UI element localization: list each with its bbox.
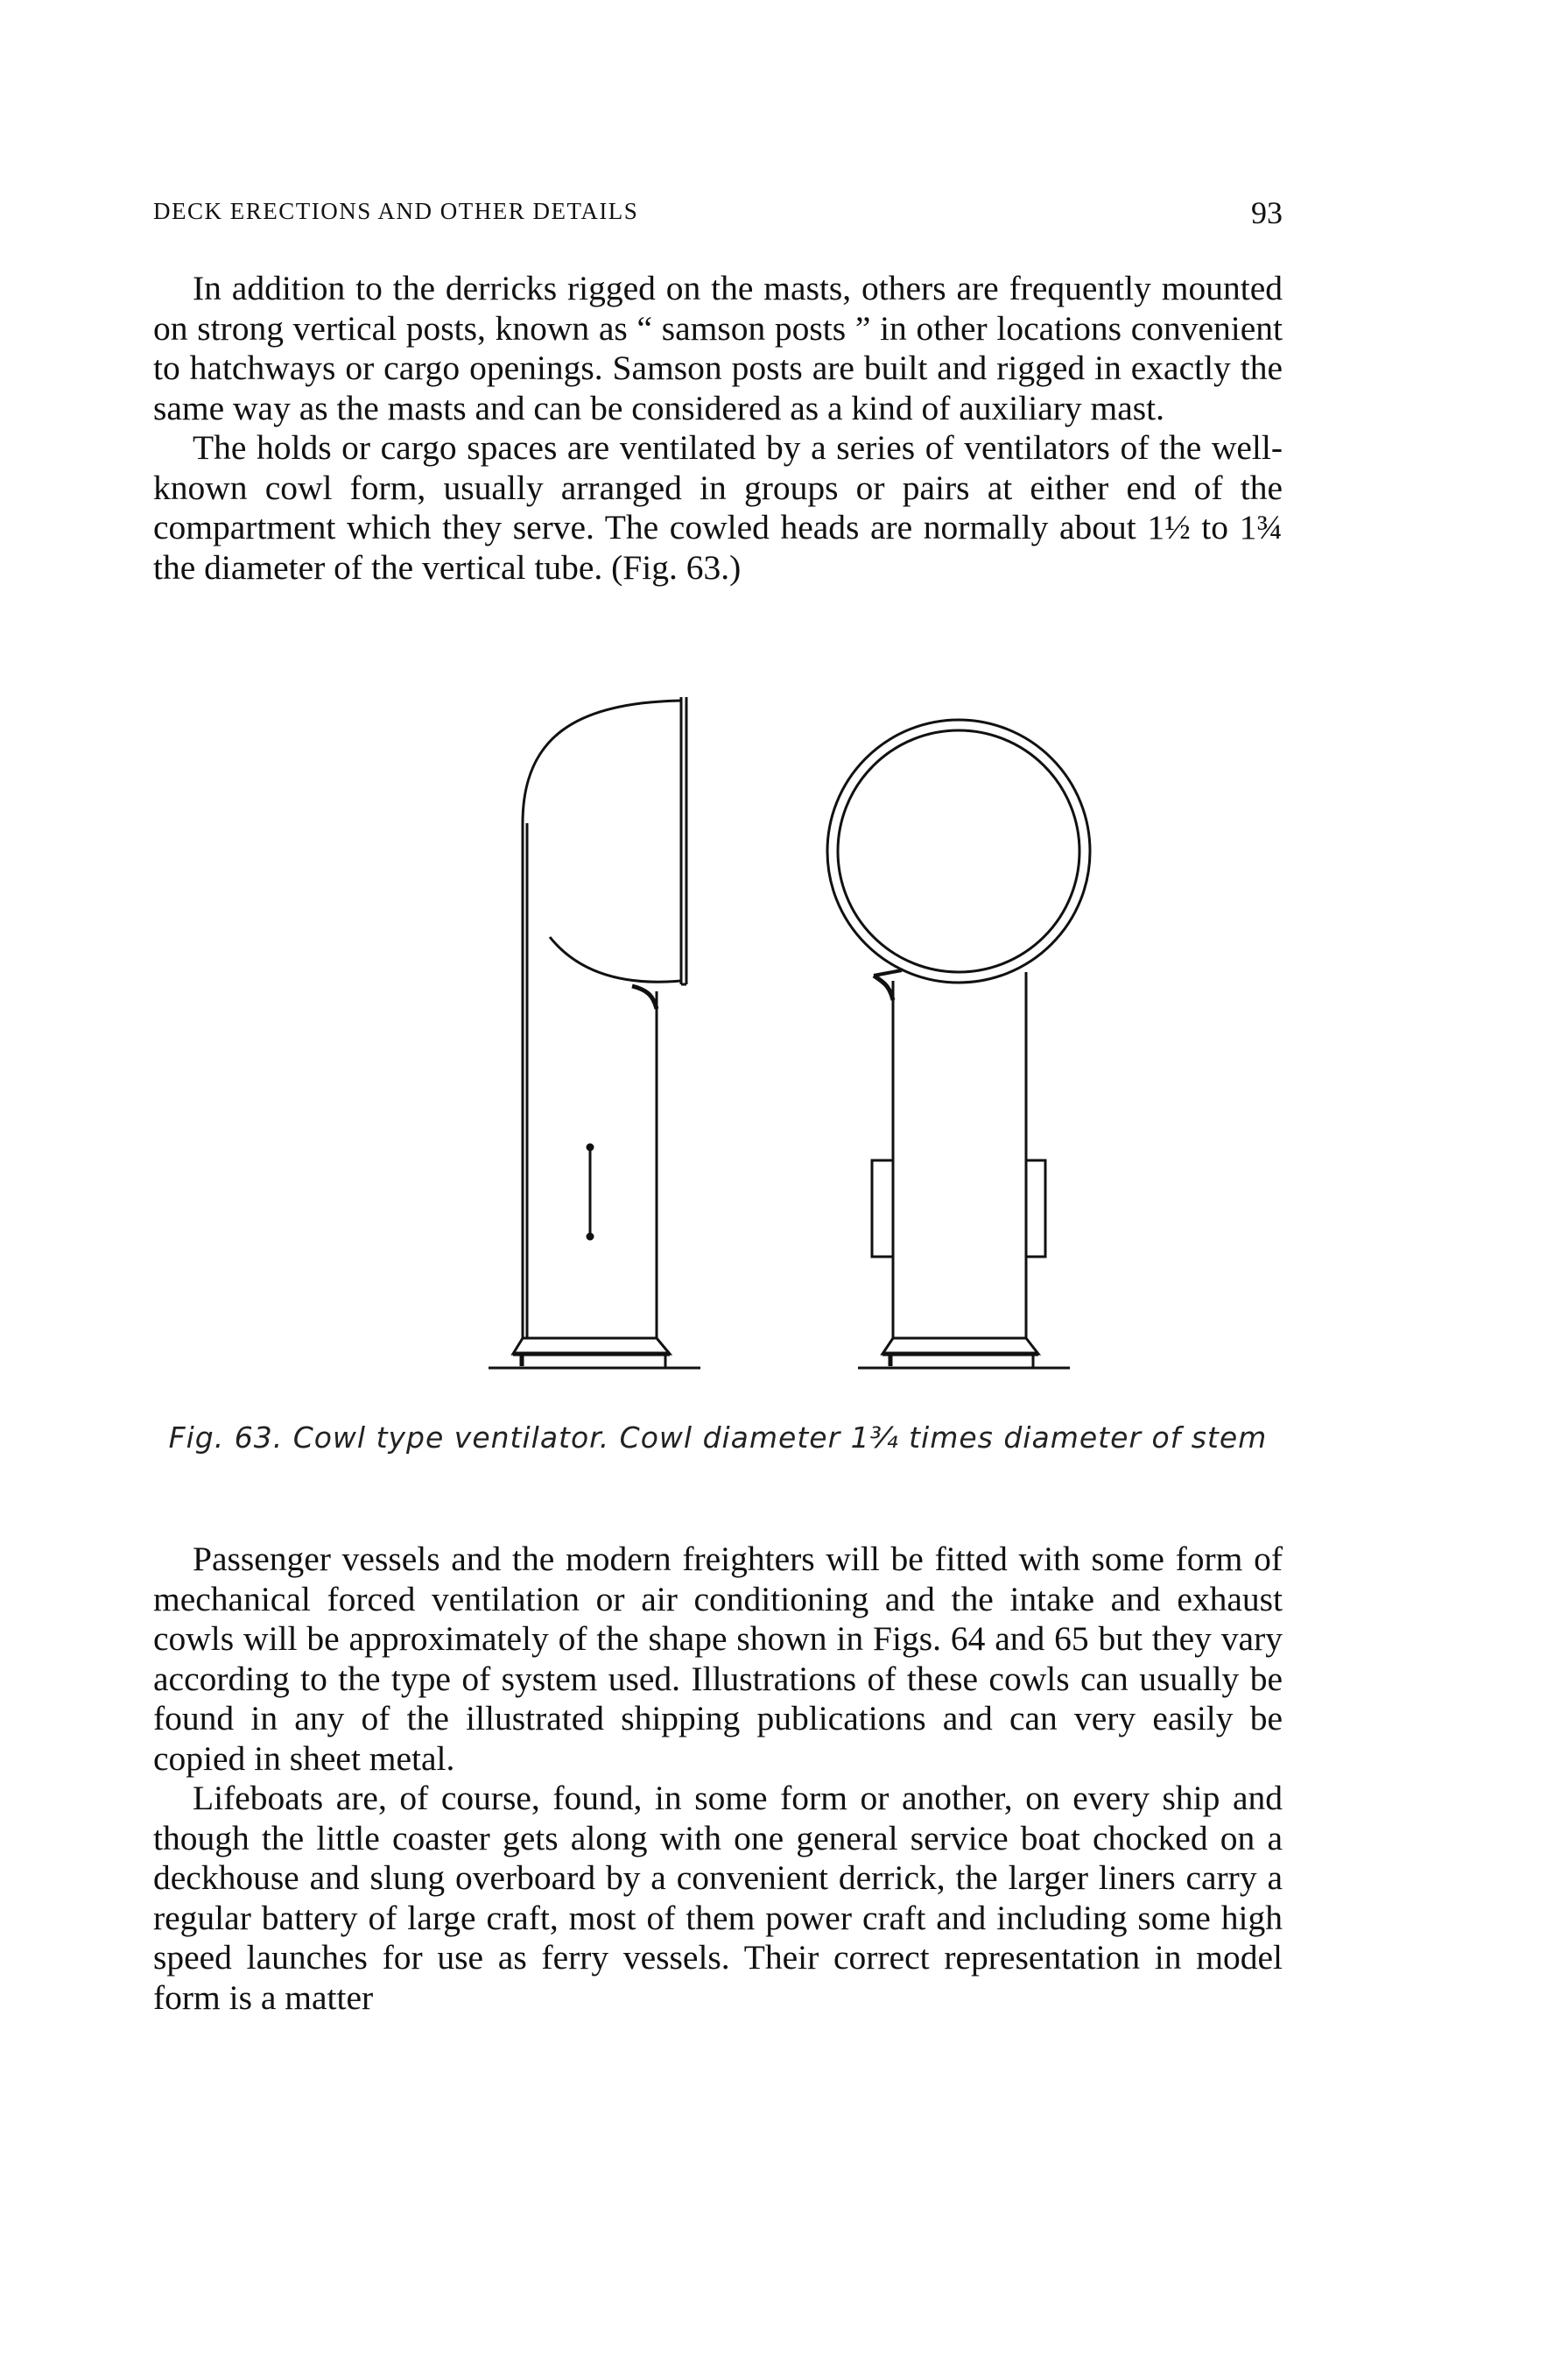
body-text-bottom xyxy=(153,1540,1283,2018)
paragraph-lifeboats: Lifeboats are, of course, found, in some form or another, on every ship and though the little coaster gets along with one general service boat chocked on a deckhouse and slung overboard by a convenient derrick, the larger liners carry a regular battery of large craft, most of them power craft and including some high speed launches for use as ferry vessels. Their correct representation in model form is a matter xyxy=(153,1779,1283,2017)
side-view-ventilator xyxy=(489,697,700,1368)
running-head xyxy=(153,194,1283,229)
figure-cowl-ventilator xyxy=(438,683,1103,1401)
figure-caption: Fig. 63. Cowl type ventilator. Cowl diameter 1¾ times diameter of stem xyxy=(168,1420,1268,1455)
page-number: 93 xyxy=(1251,195,1283,230)
front-view-ventilator xyxy=(827,720,1090,1368)
paragraph-samson-posts: In addition to the derricks rigged on the masts, others are frequently mounted on strong vertical posts, known as “ samson posts ” in other locations convenient to hatchways or cargo openings. Samson posts are built and rigged in exactly the same way as the masts and can be considered as a kind of auxiliary mast. xyxy=(153,269,1283,427)
paragraph-ventilators: The holds or cargo spaces are ventilated by a series of ventilators of the well-known cowl form, usually arranged in groups or pairs at either end of the compartment which they serve. The cowled heads are normally about 1½ to 1¾ the diameter of the vertical tube. (Fig. 63.) xyxy=(153,428,1283,587)
paragraph-forced-ventilation: Passenger vessels and the modern freighters will be fitted with some form of mechanical forced ventilation or air conditioning and the intake and exhaust cowls will be approximately of the shape shown in Figs. 64 and 65 but they vary according to the type of system used. Illustrations of these cowls can usually be found in any of the illustrated shipping publications and can very easily be copied in sheet metal. xyxy=(153,1540,1283,1778)
running-title: DECK ERECTIONS AND OTHER DETAILS xyxy=(153,198,639,224)
body-text-top xyxy=(153,269,1283,588)
cowl-ventilator-drawing xyxy=(438,683,1103,1401)
